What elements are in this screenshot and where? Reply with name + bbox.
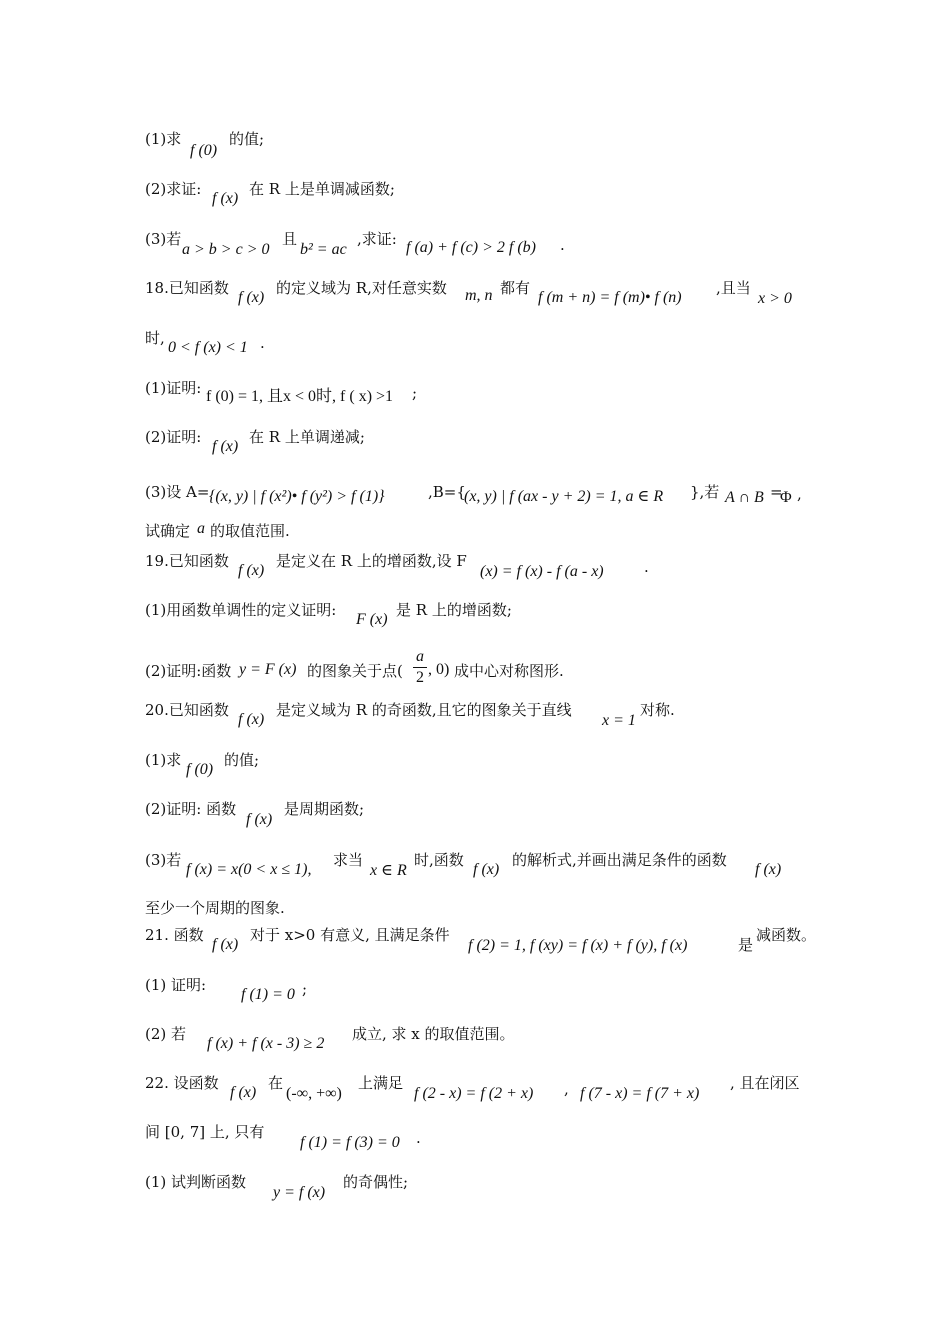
- p18-part3-cont1: 试确定: [145, 522, 191, 540]
- p20-stem-text2: 是定义域为 R 的奇函数,且它的图象关于直线: [276, 701, 572, 719]
- p21-part2-label: (2) 若: [145, 1025, 187, 1043]
- p17-part3-period: .: [560, 236, 565, 254]
- p19-stem-period: .: [644, 558, 649, 576]
- p18-part3-cont2: 的取值范围.: [210, 522, 290, 540]
- p19-part2-point: , 0): [428, 661, 450, 678]
- p18-stem-math4: x > 0: [758, 290, 792, 307]
- p19-part2-math: y = F (x): [239, 661, 297, 678]
- p21-part2-math: f (x) + f (x - 3) ≥ 2: [207, 1035, 325, 1052]
- p20-part3-math1: f (x) = x(0 < x ≤ 1),: [186, 861, 312, 878]
- p18-part3-setB: (x, y) | f (ax - y + 2) = 1, a ∈ R: [464, 488, 664, 505]
- p20-part2-text: 是周期函数;: [284, 800, 365, 818]
- p18-part3-comma: ,: [797, 485, 802, 503]
- p18-part2-text: 在 R 上单调递减;: [249, 428, 365, 446]
- p17-part3-math1: a > b > c > 0: [182, 241, 270, 258]
- p20-part2-math: f (x): [246, 811, 273, 828]
- p20-part3-text1: 求当: [333, 851, 364, 869]
- p18-part3-setB-label: ,B={: [428, 483, 466, 501]
- p18-stem-text2: 的定义域为 R,对任意实数: [276, 279, 447, 297]
- p17-part3-math2: b² = ac: [300, 241, 347, 258]
- p19-part2-text2: 成中心对称图形.: [454, 662, 564, 680]
- p18-part1-math: f (0) = 1, 且x < 0时, f ( x) >1: [206, 388, 394, 405]
- p21-part1-label: (1) 证明:: [145, 976, 207, 994]
- p19-stem-math2: (x) = f (x) - f (a - x): [480, 563, 604, 580]
- p18-part3-eq: =: [770, 483, 783, 501]
- p19-part2-fraction: [413, 648, 427, 687]
- p19-stem-text2: 是定义在 R 上的增函数,设 F: [276, 552, 467, 570]
- p20-part3-math2: x ∈ R: [370, 862, 407, 879]
- p22-part1-math: y = f (x): [273, 1184, 326, 1201]
- p19-part2-numerator: a: [416, 648, 424, 665]
- p18-part1-end: ;: [412, 384, 418, 402]
- p20-stem-text3: 对称.: [640, 701, 675, 719]
- p18-part3-intersection: A ∩ B: [725, 489, 764, 506]
- p19-stem-text1: 19.已知函数: [145, 552, 229, 570]
- p19-part1-text: 是 R 上的增函数;: [396, 601, 512, 619]
- p18-stem-math1: f (x): [238, 289, 265, 306]
- p18-part3-var: a: [197, 520, 205, 537]
- p21-stem-math1: f (x): [212, 936, 239, 953]
- p21-stem-text2: 对于 x>0 有意义, 且满足条件: [250, 926, 450, 944]
- p17-part2-math: f (x): [212, 190, 239, 207]
- p22-stem-period: .: [416, 1129, 421, 1147]
- p18-stem-text5: 时,: [145, 329, 165, 347]
- p22-stem-math1: f (x): [230, 1084, 257, 1101]
- p18-part3-setA: {(x, y) | f (x²)• f (y²) > f (1)}: [209, 488, 385, 505]
- p20-stem-text1: 20.已知函数: [145, 701, 229, 719]
- p18-stem-math5: 0 < f (x) < 1: [168, 339, 248, 356]
- p21-stem-text1: 21. 函数: [145, 926, 204, 944]
- p19-part1-math: F (x): [356, 611, 388, 628]
- p20-part2-label: (2)证明: 函数: [145, 800, 237, 818]
- p18-part3-label: (3)设 A=: [145, 483, 210, 501]
- p21-stem-math2: f (2) = 1, f (xy) = f (x) + f (y), f (x): [468, 937, 688, 954]
- p20-part1-text: 的值;: [224, 751, 260, 769]
- p22-stem-math2: (-∞, +∞): [286, 1085, 342, 1102]
- p18-stem-period: .: [260, 334, 265, 352]
- p18-stem-math3: f (m + n) = f (m)• f (n): [538, 289, 682, 306]
- p18-part1-label: (1)证明:: [145, 379, 202, 397]
- p21-part2-text: 成立, 求 x 的取值范围。: [352, 1025, 515, 1043]
- p19-part2-denominator: 2: [416, 669, 424, 686]
- p17-part3-math3: f (a) + f (c) > 2 f (b): [406, 239, 536, 256]
- p22-part1-text: 的奇偶性;: [343, 1173, 409, 1191]
- p17-part2-text: 在 R 上是单调减函数;: [249, 180, 395, 198]
- p17-part2-label: (2)求证:: [145, 180, 202, 198]
- p22-stem-text3: 上满足: [358, 1074, 404, 1092]
- p21-stem-text4: 减函数。: [756, 926, 817, 944]
- p18-part2-label: (2)证明:: [145, 428, 202, 446]
- p22-stem-math3: f (2 - x) = f (2 + x): [414, 1085, 534, 1102]
- p17-part3-label: (3)若: [145, 230, 182, 248]
- p22-stem-comma: ,: [564, 1080, 569, 1098]
- p17-part1-label: (1)求: [145, 130, 182, 148]
- p18-part3-empty: Φ: [780, 489, 792, 506]
- p19-part2-text: 的图象关于点(: [307, 662, 403, 680]
- p22-stem-text2: 在: [268, 1074, 284, 1092]
- p22-stem-text4: , 且在闭区: [730, 1074, 800, 1092]
- p18-stem-math2: m, n: [465, 287, 493, 304]
- p20-part3-math3: f (x): [473, 861, 500, 878]
- p21-part1-math: f (1) = 0: [241, 986, 295, 1003]
- p22-stem-math5: f (1) = f (3) = 0: [300, 1134, 400, 1151]
- p18-stem-text1: 18.已知函数: [145, 279, 229, 297]
- p22-part1-label: (1) 试判断函数: [145, 1173, 247, 1191]
- p17-part3-prove: ,求证:: [357, 230, 397, 248]
- p19-part1-label: (1)用函数单调性的定义证明:: [145, 601, 337, 619]
- p20-part3-cont: 至少一个周期的图象.: [145, 899, 285, 917]
- p20-stem-math1: f (x): [238, 711, 265, 728]
- p19-part2-label: (2)证明:函数: [145, 662, 232, 680]
- p20-part3-text2: 时,函数: [414, 851, 464, 869]
- p20-part1-label: (1)求: [145, 751, 182, 769]
- p17-part1-text: 的值;: [229, 130, 265, 148]
- p18-stem-text3: 都有: [500, 279, 531, 297]
- p18-stem-text4: ,且当: [716, 279, 751, 297]
- p20-part3-label: (3)若: [145, 851, 182, 869]
- p18-part3-if: },若: [690, 483, 720, 501]
- p19-stem-math1: f (x): [238, 562, 265, 579]
- p20-part3-math4: f (x): [755, 861, 782, 878]
- p21-stem-text3: 是: [738, 936, 754, 954]
- p20-stem-math2: x = 1: [602, 712, 636, 729]
- p22-stem-math4: f (7 - x) = f (7 + x): [580, 1085, 700, 1102]
- p17-part3-and: 且: [282, 230, 298, 248]
- p17-part1-math: f (0): [190, 142, 218, 159]
- p21-part1-end: ;: [302, 980, 308, 998]
- p22-stem-text1: 22. 设函数: [145, 1074, 219, 1092]
- p22-stem-text5: 间 [0, 7] 上, 只有: [145, 1123, 265, 1141]
- p20-part3-text3: 的解析式,并画出满足条件的函数: [512, 851, 727, 869]
- p18-part2-math: f (x): [212, 438, 239, 455]
- p20-part1-math: f (0): [186, 761, 214, 778]
